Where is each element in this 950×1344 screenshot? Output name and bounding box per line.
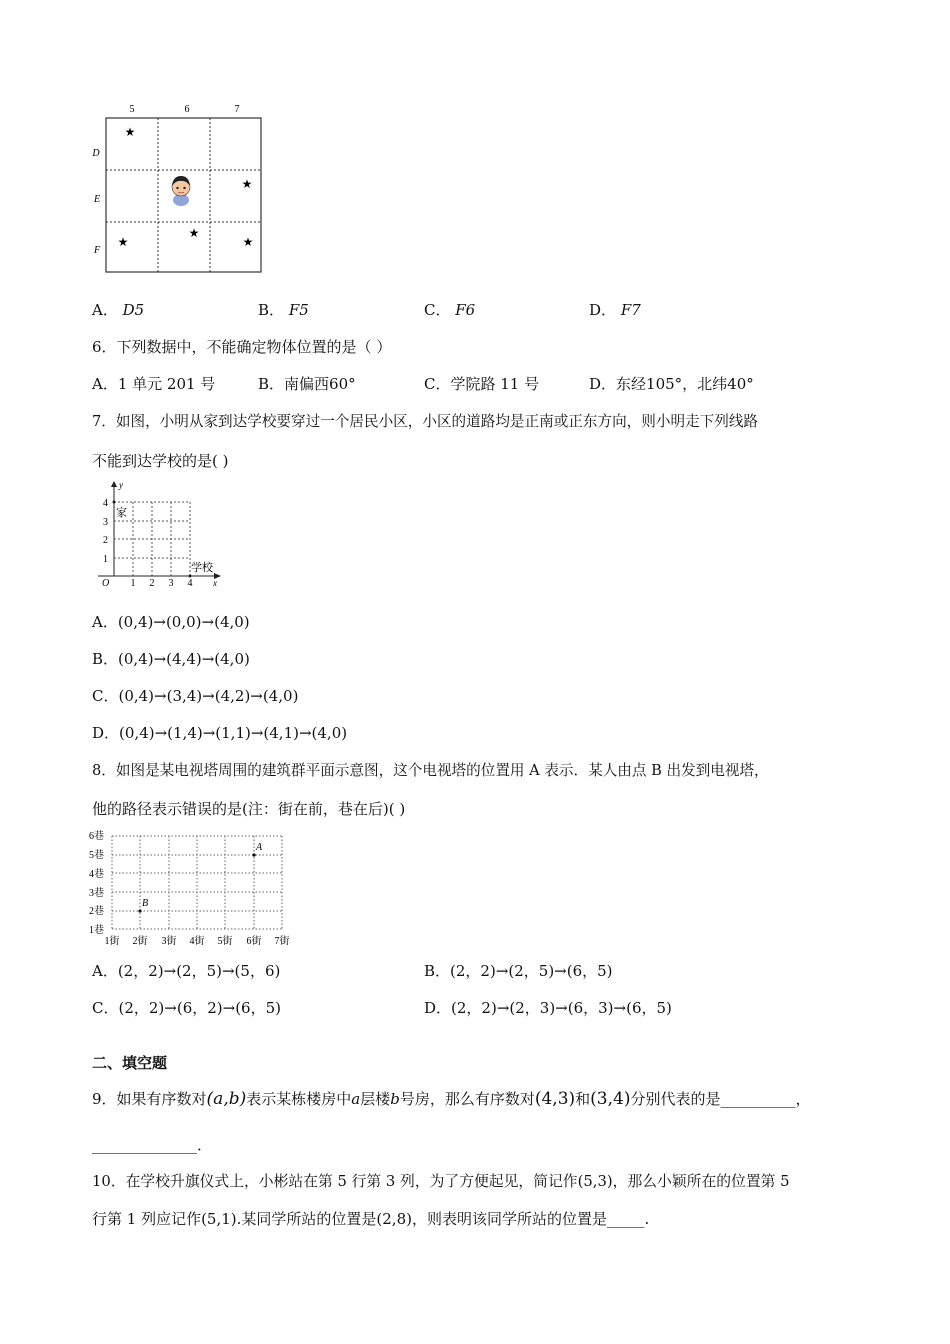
lane-label: 4巷 [89,869,104,880]
option-d[interactable]: D．东经105°，北纬40° [589,375,754,393]
coordinate-figure-q7 [88,478,228,588]
option-a[interactable]: A．(0,4)→(0,0)→(4,0) [92,613,250,631]
option-d[interactable]: D． F7 [589,301,641,319]
lane-label: 5巷 [89,850,104,861]
option-d[interactable]: D．(0,4)→(1,4)→(1,1)→(4,1)→(4,0) [92,724,348,742]
row-label: E [93,194,101,205]
street-label: 6街 [246,936,262,947]
row-label: D [92,148,100,159]
option-c[interactable]: C．(2，2)→(6，2)→(6，5) [92,999,281,1017]
street-grid-figure-q8 [86,826,296,948]
option-c[interactable]: C．学院路 11 号 [424,375,540,393]
point-a [252,853,255,856]
question-10-stem: 10．在学校升旗仪式上，小彬站在第 5 行第 3 列，为了方便起见，简记作(5,3)，那么小颖所在的位置第 5 [92,1173,790,1190]
y-axis-label: y [119,480,123,490]
school-label: 学校 [191,562,213,574]
home-label: 家 [116,507,127,519]
option-b[interactable]: B．(0,4)→(4,4)→(4,0) [92,650,250,668]
question-8-stem-cont: 他的路径表示错误的是(注：街在前，巷在后)( ) [92,800,406,818]
street-label: 7街 [274,936,290,947]
street-label: 4街 [189,936,205,947]
row-label: F [93,245,101,256]
boy-icon [172,176,190,206]
lane-label: 3巷 [89,888,104,899]
y-tick: 1 [103,554,108,565]
x-axis-label: x [213,578,217,588]
star-icon: ★ [188,226,200,240]
option-b[interactable]: B． F5 [258,301,309,319]
question-10-stem-cont: 行第 1 列应记作(5,1).某同学所站的位置是(2,8)，则表明该同学所站的位置是_____. [92,1210,650,1228]
question-7-stem-cont: 不能到达学校的是( ) [92,452,229,470]
lane-label: 6巷 [89,831,104,842]
street-label: 3街 [161,936,177,947]
y-tick: 2 [103,535,108,546]
y-tick: 3 [103,517,108,528]
point-a-label: A [256,842,263,853]
lane-label: 2巷 [89,906,104,917]
option-b[interactable]: B．南偏西60° [258,375,356,393]
option-c[interactable]: C．(0,4)→(3,4)→(4,2)→(4,0) [92,687,299,705]
star-icon: ★ [242,235,254,249]
y-tick: 4 [103,498,108,509]
star-icon: ★ [124,125,136,139]
question-9-stem: 9．如果有序数对(a,b)表示某栋楼房中a层楼b号房，那么有序数对(4,3)和(3,4)分别代表的是__________， [92,1089,811,1109]
origin-label: O [102,578,110,588]
option-d[interactable]: D．(2，2)→(2，3)→(6，3)→(6，5) [424,999,672,1017]
x-tick: 3 [168,578,174,588]
question-8-stem: 8．如图是某电视塔周围的建筑群平面示意图，这个电视塔的位置用 A 表示．某人由点 B 出发到电视塔， [92,762,769,779]
option-a[interactable]: A．1 单元 201 号 [92,375,216,393]
x-tick: 4 [187,578,193,588]
street-label: 1街 [104,936,120,947]
star-icon: ★ [117,235,129,249]
option-c[interactable]: C． F6 [424,301,476,319]
grid-figure-q5 [85,98,275,278]
star-icon: ★ [241,177,253,191]
col-label: 7 [234,104,240,115]
option-b[interactable]: B．(2，2)→(2，5)→(6，5) [424,962,613,980]
option-a[interactable]: A．(2，2)→(2，5)→(5，6) [92,962,281,980]
x-tick: 1 [130,578,136,588]
question-7-stem: 7．如图，小明从家到达学校要穿过一个居民小区，小区的道路均是正南或正东方向，则小明走下列线路 [92,413,759,430]
col-label: 5 [129,104,135,115]
point-b [138,909,141,912]
answer-blank[interactable]: ______________． [92,1136,213,1154]
x-tick: 2 [149,578,155,588]
point-b-label: B [142,898,149,909]
street-label: 2街 [132,936,148,947]
section-title: 二、填空题 [92,1054,168,1072]
lane-label: 1巷 [89,925,104,936]
option-a[interactable]: A． D5 [92,301,145,319]
col-label: 6 [184,104,190,115]
question-6-stem: 6．下列数据中，不能确定物体位置的是（ ） [92,338,392,356]
street-label: 5街 [217,936,233,947]
